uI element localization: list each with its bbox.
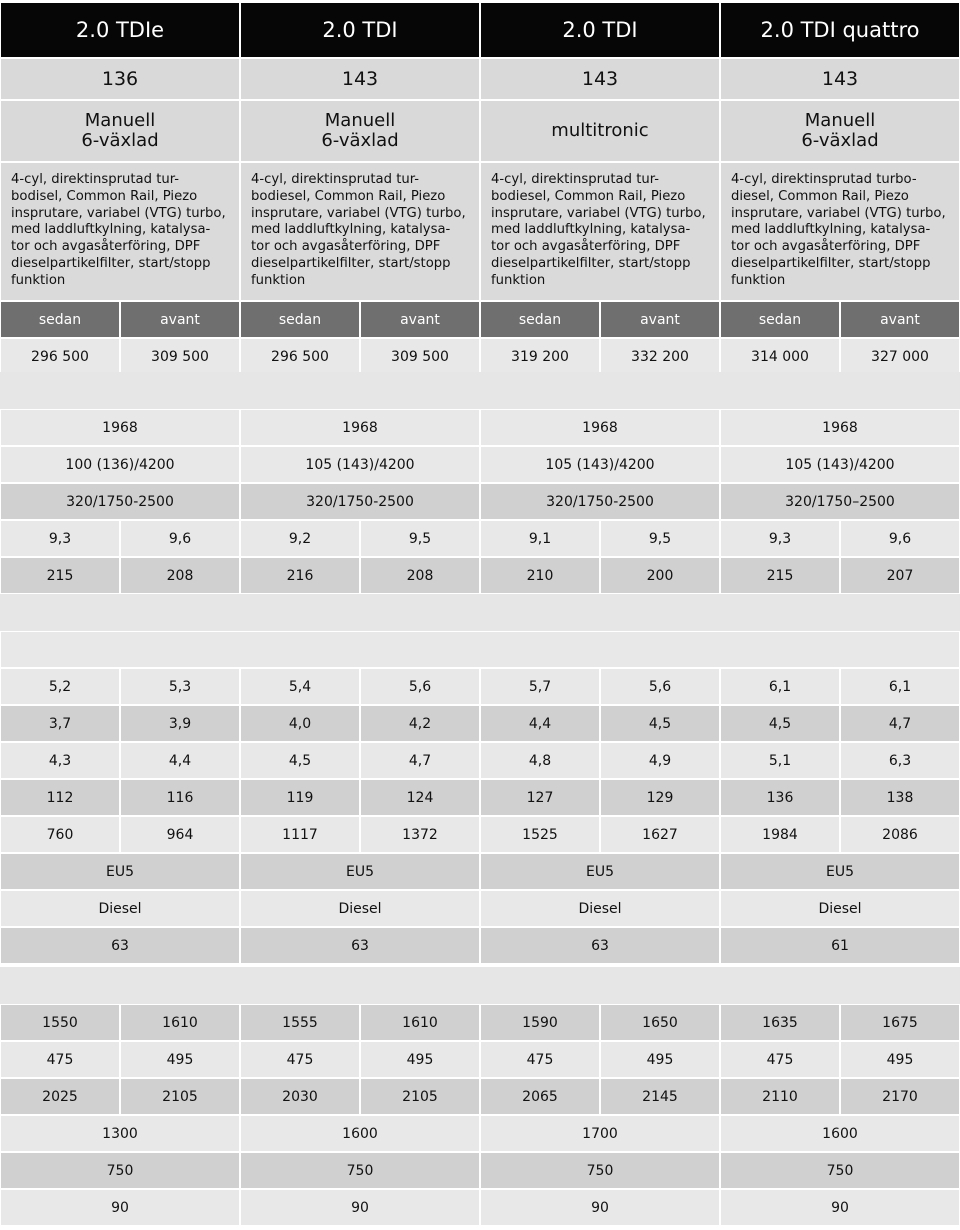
- top-speed: 200: [600, 557, 720, 594]
- section-spacer: [0, 372, 960, 409]
- payload: 475: [480, 1041, 600, 1078]
- fuel-type: Diesel: [0, 890, 240, 927]
- engine-description: 4-cyl, direktinsprutad turbo- diesel, Common Rail, Piezo insprutare, variabel (VTG) turbo, med laddluftkylning, katalysa- tor och avgasåterföring, DPF dieselpartikelfilter, start/stopp funktion: [720, 162, 960, 301]
- co2-emission: 127: [480, 779, 600, 816]
- body-type: avant: [360, 301, 480, 338]
- horsepower: 136: [0, 58, 240, 100]
- power: 100 (136)/4200: [0, 446, 240, 483]
- displacement-row: [0, 409, 960, 446]
- weights-table: [0, 1004, 960, 1226]
- price: 309 500: [360, 338, 480, 375]
- curb-weight: 1555: [240, 1004, 360, 1041]
- total-weight: 2105: [120, 1078, 240, 1115]
- trailer-braked: 1700: [480, 1115, 720, 1152]
- body-type: sedan: [720, 301, 840, 338]
- range-row: [0, 816, 960, 853]
- body-type: avant: [120, 301, 240, 338]
- roof-load: 90: [240, 1189, 480, 1226]
- section-spacer: [0, 967, 960, 1004]
- model-name: 2.0 TDI quattro: [720, 2, 960, 58]
- city-consumption: 5,7: [480, 668, 600, 705]
- emission-class: EU5: [720, 853, 960, 890]
- price: 314 000: [720, 338, 840, 375]
- roof-load: 90: [720, 1189, 960, 1226]
- gearbox-line: Manuell: [804, 110, 876, 131]
- total-weight: 2170: [840, 1078, 960, 1115]
- gearbox: [0, 100, 240, 162]
- city-consumption: 6,1: [840, 668, 960, 705]
- model-name: 2.0 TDI: [240, 2, 480, 58]
- section-header-blank: [0, 631, 960, 668]
- fuel-row: [0, 890, 960, 927]
- curb-weight: 1590: [480, 1004, 600, 1041]
- acceleration: 9,5: [600, 520, 720, 557]
- torque: 320/1750–2500: [720, 483, 960, 520]
- curb-weight: 1610: [360, 1004, 480, 1041]
- acceleration: 9,5: [360, 520, 480, 557]
- emission-class: EU5: [0, 853, 240, 890]
- roof-load-row: [0, 1189, 960, 1226]
- fuel-type: Diesel: [480, 890, 720, 927]
- range-value: 964: [120, 816, 240, 853]
- top-speed: 208: [360, 557, 480, 594]
- total-weight: 2110: [720, 1078, 840, 1115]
- gearbox: [720, 100, 960, 162]
- price: 296 500: [240, 338, 360, 375]
- city-consumption: 5,6: [360, 668, 480, 705]
- range-value: 1984: [720, 816, 840, 853]
- mixed-consumption: 4,8: [480, 742, 600, 779]
- tank-volume: 63: [240, 927, 480, 964]
- price-row: [0, 338, 960, 375]
- highway-consumption: 3,9: [120, 705, 240, 742]
- city-consumption: 5,2: [0, 668, 120, 705]
- gearbox-line: 6-växlad: [81, 130, 159, 151]
- mixed-consumption: 4,3: [0, 742, 120, 779]
- acceleration: 9,6: [840, 520, 960, 557]
- torque: 320/1750-2500: [480, 483, 720, 520]
- power: 105 (143)/4200: [240, 446, 480, 483]
- highway-consumption-row: [0, 705, 960, 742]
- consumption-header-row: [0, 631, 960, 668]
- highway-consumption: 4,2: [360, 705, 480, 742]
- co2-emission: 138: [840, 779, 960, 816]
- payload-row: [0, 1041, 960, 1078]
- highway-consumption: 4,0: [240, 705, 360, 742]
- mixed-consumption: 4,9: [600, 742, 720, 779]
- acceleration: 9,6: [120, 520, 240, 557]
- co2-emission: 119: [240, 779, 360, 816]
- total-weight: 2105: [360, 1078, 480, 1115]
- emission-class: EU5: [480, 853, 720, 890]
- city-consumption-row: [0, 668, 960, 705]
- power: 105 (143)/4200: [720, 446, 960, 483]
- mixed-consumption: 4,7: [360, 742, 480, 779]
- top-speed: 208: [120, 557, 240, 594]
- range-value: 1627: [600, 816, 720, 853]
- model-name: 2.0 TDI: [480, 2, 720, 58]
- fuel-type: Diesel: [240, 890, 480, 927]
- body-type: sedan: [480, 301, 600, 338]
- trailer-unbraked: 750: [480, 1152, 720, 1189]
- tank-volume: 61: [720, 927, 960, 964]
- highway-consumption: 3,7: [0, 705, 120, 742]
- range-value: 1525: [480, 816, 600, 853]
- acceleration: 9,1: [480, 520, 600, 557]
- top-speed: 215: [720, 557, 840, 594]
- highway-consumption: 4,5: [600, 705, 720, 742]
- engine-description: 4-cyl, direktinsprutad tur- bodiesel, Common Rail, Piezo insprutare, variabel (VTG) turbo, med laddluftkylning, katalysa- tor och avgasåterföring, DPF dieselpartikelfilter, start/stopp funktion: [240, 162, 480, 301]
- engine-description: 4-cyl, direktinsprutad tur- bodiesel, Common Rail, Piezo insprutare, variabel (VTG) turbo, med laddluftkylning, katalysa- tor och avgasåterföring, DPF dieselpartikelfilter, start/stopp funktion: [480, 162, 720, 301]
- gearbox-line: Manuell: [324, 110, 396, 131]
- displacement: 1968: [240, 409, 480, 446]
- trailer-unbraked-row: [0, 1152, 960, 1189]
- co2-emission: 124: [360, 779, 480, 816]
- consumption-table: [0, 631, 960, 964]
- trailer-braked: 1300: [0, 1115, 240, 1152]
- total-weight: 2145: [600, 1078, 720, 1115]
- model-name: 2.0 TDIe: [0, 2, 240, 58]
- displacement: 1968: [720, 409, 960, 446]
- model-header-table: [0, 2, 960, 375]
- trailer-braked-row: [0, 1115, 960, 1152]
- torque: 320/1750-2500: [0, 483, 240, 520]
- city-consumption: 5,4: [240, 668, 360, 705]
- price: 332 200: [600, 338, 720, 375]
- acceleration-row: [0, 520, 960, 557]
- payload: 495: [120, 1041, 240, 1078]
- body-type-row: [0, 301, 960, 338]
- trailer-unbraked: 750: [0, 1152, 240, 1189]
- payload: 495: [600, 1041, 720, 1078]
- roof-load: 90: [480, 1189, 720, 1226]
- emission-class-row: [0, 853, 960, 890]
- curb-weight: 1610: [120, 1004, 240, 1041]
- gearbox-line: 6-växlad: [321, 130, 399, 151]
- mixed-consumption-row: [0, 742, 960, 779]
- engine-description-row: [0, 162, 960, 301]
- payload: 475: [720, 1041, 840, 1078]
- total-weight: 2065: [480, 1078, 600, 1115]
- range-value: 1117: [240, 816, 360, 853]
- payload: 495: [840, 1041, 960, 1078]
- highway-consumption: 4,4: [480, 705, 600, 742]
- torque-row: [0, 483, 960, 520]
- curb-weight-row: [0, 1004, 960, 1041]
- payload: 475: [240, 1041, 360, 1078]
- mixed-consumption: 4,5: [240, 742, 360, 779]
- total-weight-row: [0, 1078, 960, 1115]
- curb-weight: 1550: [0, 1004, 120, 1041]
- horsepower: 143: [240, 58, 480, 100]
- emission-class: EU5: [240, 853, 480, 890]
- body-type: avant: [840, 301, 960, 338]
- price: 309 500: [120, 338, 240, 375]
- co2-emission: 129: [600, 779, 720, 816]
- tank-volume: 63: [480, 927, 720, 964]
- roof-load: 90: [0, 1189, 240, 1226]
- co2-row: [0, 779, 960, 816]
- co2-emission: 112: [0, 779, 120, 816]
- price: 327 000: [840, 338, 960, 375]
- city-consumption: 5,6: [600, 668, 720, 705]
- mixed-consumption: 5,1: [720, 742, 840, 779]
- acceleration: 9,3: [0, 520, 120, 557]
- power: 105 (143)/4200: [480, 446, 720, 483]
- price: 296 500: [0, 338, 120, 375]
- top-speed: 215: [0, 557, 120, 594]
- engine-description: 4-cyl, direktinsprutad tur- bodisel, Common Rail, Piezo insprutare, variabel (VTG) turbo, med laddluftkylning, katalysa- tor och avgasåterföring, DPF dieselpartikelfilter, start/stopp funktion: [0, 162, 240, 301]
- curb-weight: 1675: [840, 1004, 960, 1041]
- body-type: sedan: [240, 301, 360, 338]
- co2-emission: 136: [720, 779, 840, 816]
- body-type: sedan: [0, 301, 120, 338]
- top-speed: 216: [240, 557, 360, 594]
- horsepower-row: [0, 58, 960, 100]
- highway-consumption: 4,5: [720, 705, 840, 742]
- city-consumption: 6,1: [720, 668, 840, 705]
- mixed-consumption: 4,4: [120, 742, 240, 779]
- model-name-row: [0, 2, 960, 58]
- horsepower: 143: [720, 58, 960, 100]
- trailer-unbraked: 750: [720, 1152, 960, 1189]
- displacement: 1968: [0, 409, 240, 446]
- horsepower: 143: [480, 58, 720, 100]
- top-speed: 210: [480, 557, 600, 594]
- section-spacer: [0, 594, 960, 631]
- engine-table: [0, 409, 960, 594]
- torque: 320/1750-2500: [240, 483, 480, 520]
- mixed-consumption: 6,3: [840, 742, 960, 779]
- trailer-braked: 1600: [240, 1115, 480, 1152]
- co2-emission: 116: [120, 779, 240, 816]
- acceleration: 9,2: [240, 520, 360, 557]
- acceleration: 9,3: [720, 520, 840, 557]
- body-type: avant: [600, 301, 720, 338]
- payload: 475: [0, 1041, 120, 1078]
- city-consumption: 5,3: [120, 668, 240, 705]
- price: 319 200: [480, 338, 600, 375]
- highway-consumption: 4,7: [840, 705, 960, 742]
- gearbox-line: multitronic: [551, 120, 649, 141]
- top-speed: 207: [840, 557, 960, 594]
- total-weight: 2030: [240, 1078, 360, 1115]
- payload: 495: [360, 1041, 480, 1078]
- total-weight: 2025: [0, 1078, 120, 1115]
- gearbox-line: 6-växlad: [801, 130, 879, 151]
- gearbox-line: Manuell: [84, 110, 156, 131]
- displacement: 1968: [480, 409, 720, 446]
- power-row: [0, 446, 960, 483]
- fuel-type: Diesel: [720, 890, 960, 927]
- range-value: 2086: [840, 816, 960, 853]
- curb-weight: 1635: [720, 1004, 840, 1041]
- range-value: 1372: [360, 816, 480, 853]
- tank-row: [0, 927, 960, 964]
- trailer-unbraked: 750: [240, 1152, 480, 1189]
- tank-volume: 63: [0, 927, 240, 964]
- range-value: 760: [0, 816, 120, 853]
- gearbox: [240, 100, 480, 162]
- gearbox-row: [0, 100, 960, 162]
- curb-weight: 1650: [600, 1004, 720, 1041]
- top-speed-row: [0, 557, 960, 594]
- trailer-braked: 1600: [720, 1115, 960, 1152]
- gearbox: [480, 100, 720, 162]
